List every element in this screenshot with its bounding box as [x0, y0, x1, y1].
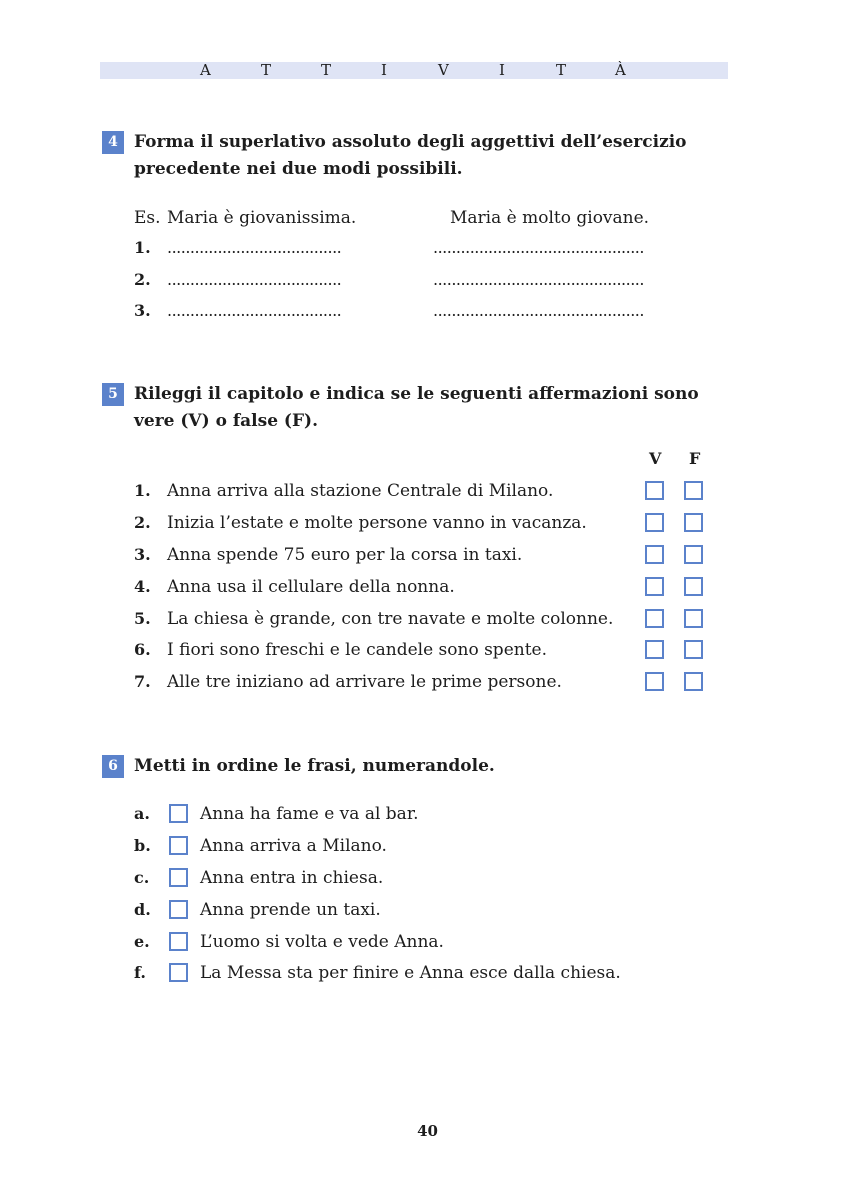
- order-item-text: Anna ha fame e va al bar.: [200, 804, 419, 824]
- true-checkbox[interactable]: [645, 609, 664, 628]
- banner-letter: I: [499, 61, 505, 79]
- statement-text: Inizia l’estate e molte persone vanno in vacanza.: [167, 513, 587, 533]
- false-checkbox[interactable]: [684, 640, 703, 659]
- statement-text: I fiori sono freschi e le candele sono spente.: [167, 640, 547, 660]
- statement-label: 3.: [134, 545, 151, 564]
- banner-letter: T: [261, 61, 272, 79]
- order-item-text: La Messa sta per finire e Anna esce dalla chiesa.: [200, 963, 621, 983]
- order-number-box[interactable]: [169, 868, 188, 887]
- order-item-text: Anna arriva a Milano.: [200, 836, 387, 856]
- page-number: 40: [417, 1122, 438, 1140]
- true-checkbox[interactable]: [645, 513, 664, 532]
- answer-blank-left[interactable]: ......................................: [167, 238, 342, 257]
- statement-label: 2.: [134, 513, 151, 532]
- answer-blank-left[interactable]: ......................................: [167, 301, 342, 320]
- statement-label: 6.: [134, 640, 151, 659]
- order-item-label: c.: [134, 868, 150, 887]
- statement-label: 4.: [134, 577, 151, 596]
- example-right: Maria è molto giovane.: [450, 208, 650, 228]
- false-checkbox[interactable]: [684, 481, 703, 500]
- banner-letter: A: [200, 61, 211, 79]
- answer-row-label: 2.: [134, 270, 151, 289]
- exercise-5-instruction-line2: vere (V) o false (F).: [134, 411, 319, 431]
- false-checkbox[interactable]: [684, 672, 703, 691]
- example-label: Es.: [134, 208, 161, 228]
- statement-text: Alle tre iniziano ad arrivare le prime persone.: [167, 672, 562, 692]
- exercise-4-instruction-line1: Forma il superlativo assoluto degli aggettivi dell’esercizio: [134, 132, 687, 152]
- exercise-number-5: 5: [102, 383, 124, 406]
- true-checkbox[interactable]: [645, 545, 664, 564]
- exercise-6-instruction: Metti in ordine le frasi, numerandole.: [134, 756, 495, 776]
- order-item-text: L’uomo si volta e vede Anna.: [200, 932, 444, 952]
- exercise-number-4: 4: [102, 131, 124, 154]
- false-checkbox[interactable]: [684, 577, 703, 596]
- answer-blank-left[interactable]: ......................................: [167, 270, 342, 289]
- statement-text: Anna spende 75 euro per la corsa in taxi.: [167, 545, 523, 565]
- statement-text: Anna arriva alla stazione Centrale di Milano.: [167, 481, 554, 501]
- false-checkbox[interactable]: [684, 545, 703, 564]
- order-number-box[interactable]: [169, 932, 188, 951]
- answer-row-label: 3.: [134, 301, 151, 320]
- exercise-number-6: 6: [102, 755, 124, 778]
- statement-text: La chiesa è grande, con tre navate e molte colonne.: [167, 609, 614, 629]
- order-item-label: d.: [134, 900, 151, 919]
- true-checkbox[interactable]: [645, 577, 664, 596]
- order-item-text: Anna entra in chiesa.: [200, 868, 384, 888]
- order-number-box[interactable]: [169, 900, 188, 919]
- banner-letter: V: [438, 61, 449, 79]
- order-number-box[interactable]: [169, 963, 188, 982]
- banner-letter: T: [321, 61, 332, 79]
- banner-letter: À: [615, 61, 626, 79]
- banner-letter: I: [381, 61, 387, 79]
- false-checkbox[interactable]: [684, 513, 703, 532]
- true-checkbox[interactable]: [645, 640, 664, 659]
- order-item-label: e.: [134, 932, 150, 951]
- true-checkbox[interactable]: [645, 481, 664, 500]
- statement-text: Anna usa il cellulare della nonna.: [167, 577, 455, 597]
- exercise-5-instruction-line1: Rileggi il capitolo e indica se le seguenti affermazioni sono: [134, 384, 699, 404]
- answer-row-label: 1.: [134, 238, 151, 257]
- banner-letter: T: [556, 61, 567, 79]
- order-number-box[interactable]: [169, 804, 188, 823]
- order-item-text: Anna prende un taxi.: [200, 900, 381, 920]
- true-checkbox[interactable]: [645, 672, 664, 691]
- statement-label: 1.: [134, 481, 151, 500]
- order-item-label: f.: [134, 963, 146, 982]
- answer-blank-right[interactable]: ..............................................: [433, 270, 644, 289]
- order-number-box[interactable]: [169, 836, 188, 855]
- answer-blank-right[interactable]: ..............................................: [433, 301, 644, 320]
- example-left: Maria è giovanissima.: [167, 208, 357, 228]
- order-item-label: b.: [134, 836, 151, 855]
- column-header-true: V: [649, 449, 662, 468]
- false-checkbox[interactable]: [684, 609, 703, 628]
- exercise-4-instruction-line2: precedente nei due modi possibili.: [134, 159, 463, 179]
- statement-label: 5.: [134, 609, 151, 628]
- section-banner: [100, 62, 728, 79]
- statement-label: 7.: [134, 672, 151, 691]
- answer-blank-right[interactable]: ..............................................: [433, 238, 644, 257]
- column-header-false: F: [689, 449, 701, 468]
- order-item-label: a.: [134, 804, 150, 823]
